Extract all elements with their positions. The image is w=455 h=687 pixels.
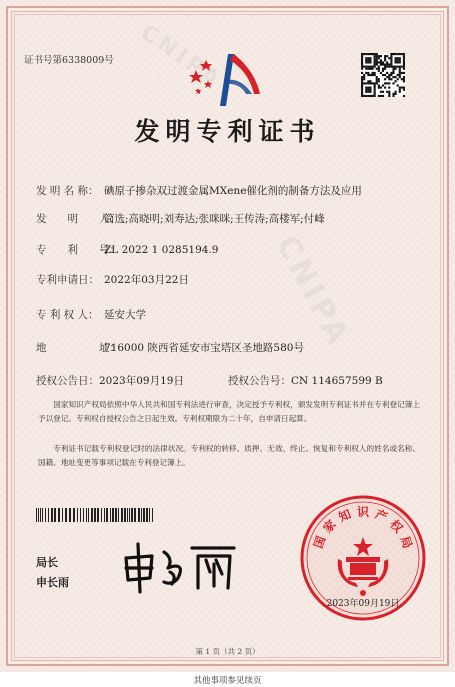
certificate-number: 证书号第6338009号	[24, 55, 114, 66]
body-paragraph: 专利证书记载专利权登记时的法律状况。专利权的转移、质押、无效、终止、恢复和专利权人的姓名或名称、国籍、地址变更等事项记载在专利登记簿上。	[38, 444, 420, 467]
field-value: 延安大学	[104, 309, 146, 321]
footer-strip	[0, 672, 455, 687]
grant-number-label: 授权公告号：	[228, 375, 291, 387]
field-label: 发 明 人：	[36, 213, 120, 225]
field-patent-number	[36, 242, 218, 257]
field-inventors	[36, 211, 325, 226]
watermark-text: CNIPA	[269, 230, 357, 354]
field-value: 716000 陕西省延安市宝塔区圣地路580号	[104, 342, 304, 354]
field-patentee	[36, 307, 146, 322]
cnipa-logo-icon	[186, 50, 266, 108]
seal-date: 2023年09月19日	[326, 599, 400, 609]
field-label: 地 址：	[36, 342, 120, 354]
field-value: 简选;高晓明;刘寿达;张咪咪;王传涛;高楼军;付峰	[104, 213, 325, 225]
seal-char: 权	[387, 517, 406, 536]
body-paragraph: 国家知识产权局依照中华人民共和国专利法进行审查，决定授予专利权，颁发发明专利证书并在专利登记簿上予以登记。专利权自授权公告之日起生效。专利权期限为二十年，自申请日起算。	[38, 400, 420, 423]
grant-number-value: CN 114657599 B	[291, 375, 383, 387]
seal-char: 局	[397, 534, 415, 551]
field-value: 2022年03月22日	[104, 274, 189, 286]
grant-date	[36, 373, 184, 388]
field-label: 专 利 号：	[36, 244, 120, 256]
seal-char: 产	[372, 506, 390, 525]
qr-code-icon	[361, 53, 405, 97]
seal-char: 家	[320, 517, 339, 536]
seal-char: 知	[336, 506, 354, 525]
barcode-icon	[36, 508, 154, 522]
field-invention-name	[36, 183, 362, 198]
field-label: 专利申请日：	[36, 274, 99, 286]
seal-char: 国	[311, 534, 329, 551]
page-indicator: 第 1 页（共 2 页）	[195, 647, 260, 656]
grant-date-value: 2023年09月19日	[99, 375, 184, 387]
handwritten-signature-image	[118, 538, 240, 594]
field-value: 碘原子掺杂双过渡金属MXene催化剂的制备方法及应用	[104, 185, 362, 197]
signer-title: 局长	[36, 556, 58, 569]
grant-date-label: 授权公告日：	[36, 375, 99, 387]
field-value: ZL 2022 1 0285194.9	[104, 244, 219, 256]
footer-note: 其他事项参见续页	[193, 676, 262, 686]
watermark-text: CNIPA	[135, 20, 227, 95]
field-address	[36, 340, 304, 355]
page-title: 发明专利证书	[134, 117, 321, 146]
field-label: 发 明 名 称：	[36, 185, 99, 197]
grant-number	[228, 373, 383, 388]
field-application-date	[36, 272, 189, 287]
signer-name: 申长雨	[36, 576, 69, 589]
seal-char: 识	[356, 505, 370, 519]
field-label: 专 利 权 人：	[36, 309, 99, 321]
